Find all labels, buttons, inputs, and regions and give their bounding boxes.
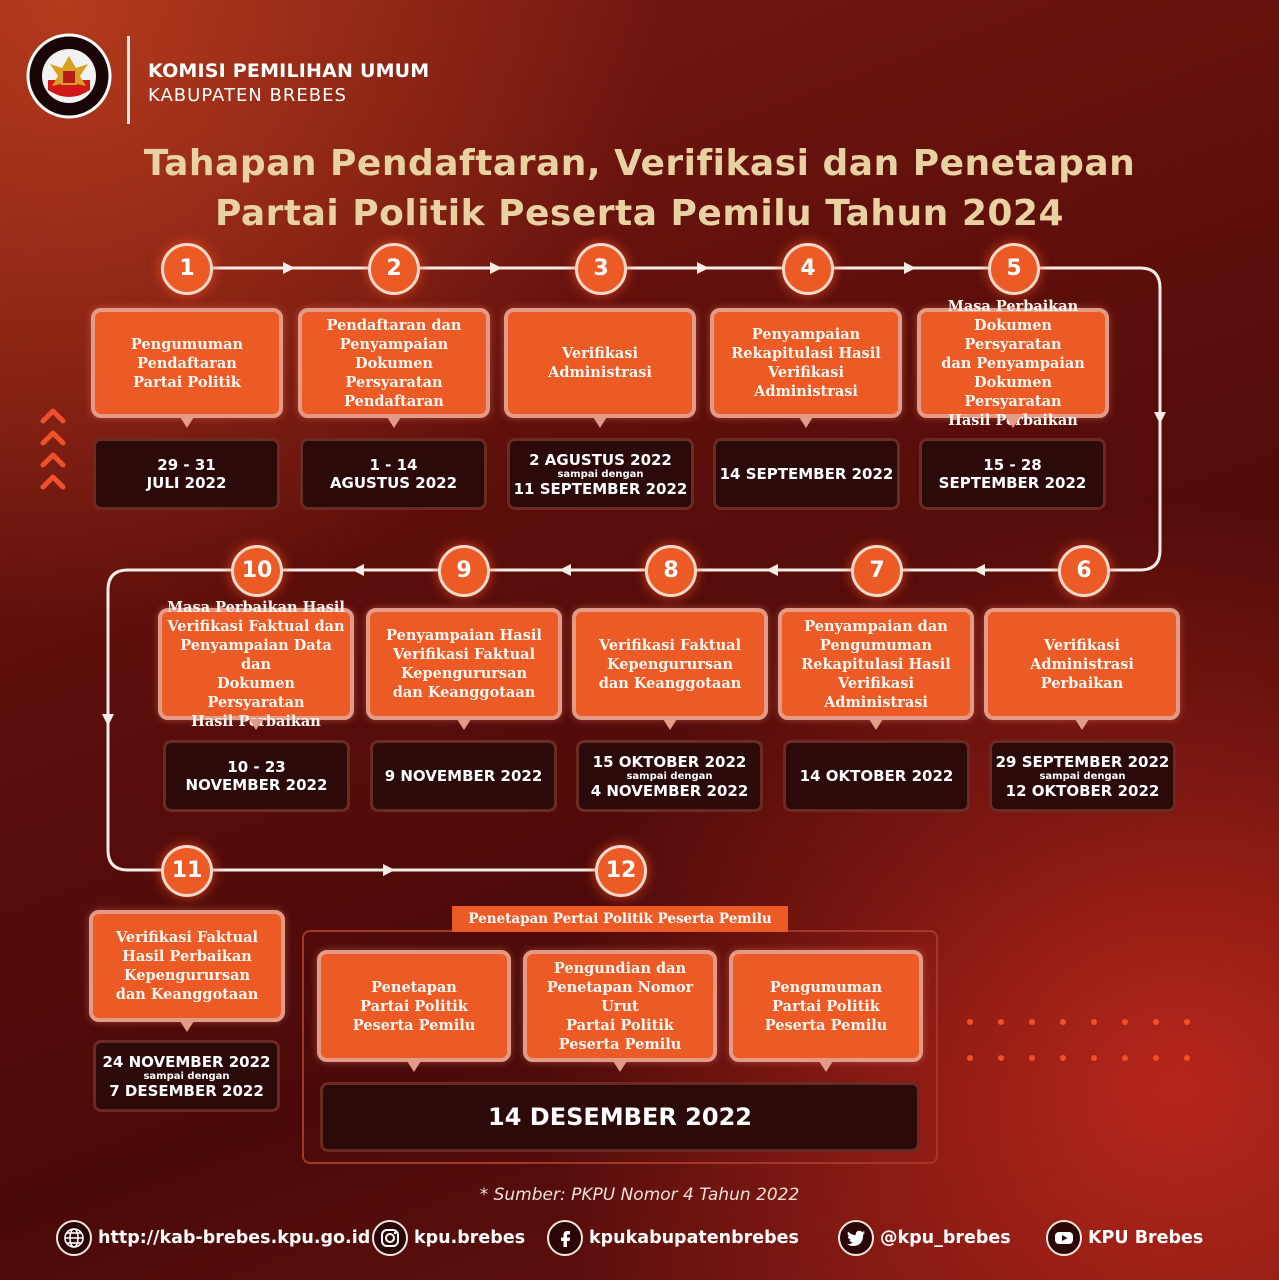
- step-date-3: 2 AGUSTUS 2022 sampai dengan 11 SEPTEMBER 2022: [507, 438, 694, 510]
- step-label-1: Pengumuman Pendaftaran Partai Politik: [91, 308, 283, 418]
- step-date-9: 9 NOVEMBER 2022: [370, 740, 557, 812]
- footer-youtube-link[interactable]: KPU Brebes: [1046, 1218, 1203, 1258]
- step-number-1: 1: [161, 243, 213, 295]
- footer-facebook-link[interactable]: kpukabupatenbrebes: [547, 1218, 799, 1258]
- step-number-8: 8: [645, 545, 697, 597]
- step-label-2: Pendaftaran dan Penyampaian Dokumen Persyaratan Pendaftaran: [298, 308, 490, 418]
- source-note: * Sumber: PKPU Nomor 4 Tahun 2022: [479, 1185, 800, 1205]
- step-label-11: Verifikasi Faktual Hasil Perbaikan Kepengurursan dan Keanggotaan: [89, 910, 285, 1022]
- step-label-5: Masa Perbaikan Dokumen Persyaratan dan Penyampaian Dokumen Persyaratan Hasil Perbaikan: [917, 308, 1109, 418]
- step-number-7: 7: [851, 545, 903, 597]
- globe-icon: [56, 1220, 92, 1256]
- page-title-line1: Tahapan Pendaftaran, Verifikasi dan Penetapan: [143, 143, 1136, 184]
- final-item-2: Pengundian dan Penetapan Nomor Urut Partai Politik Peserta Pemilu: [523, 950, 717, 1062]
- step-number-3: 3: [575, 243, 627, 295]
- step-number-5: 5: [988, 243, 1040, 295]
- facebook-icon: [547, 1220, 583, 1256]
- twitter-icon: [838, 1220, 874, 1256]
- final-date: 14 DESEMBER 2022: [320, 1082, 920, 1152]
- page-title-line2: Partai Politik Peserta Pemilu Tahun 2024: [214, 193, 1065, 234]
- chevron-up-icon: [38, 405, 68, 495]
- step-label-4: Penyampaian Rekapitulasi Hasil Verifikasi Administrasi: [710, 308, 902, 418]
- step-number-12: 12: [595, 845, 647, 897]
- step-date-11: 24 NOVEMBER 2022 sampai dengan 7 DESEMBER 2022: [93, 1040, 280, 1112]
- step-number-10: 10: [231, 545, 283, 597]
- final-item-3: Pengumuman Partai Politik Peserta Pemilu: [729, 950, 923, 1062]
- step-label-9: Penyampaian Hasil Verifikasi Faktual Kepengurursan dan Keanggotaan: [366, 608, 562, 720]
- step-date-5: 15 - 28 SEPTEMBER 2022: [919, 438, 1106, 510]
- step-date-6: 29 SEPTEMBER 2022 sampai dengan 12 OKTOBER 2022: [989, 740, 1176, 812]
- step-number-6: 6: [1058, 545, 1110, 597]
- step-number-11: 11: [161, 845, 213, 897]
- step-label-8: Verifikasi Faktual Kepengurursan dan Keanggotaan: [572, 608, 768, 720]
- step-number-2: 2: [368, 243, 420, 295]
- step-number-9: 9: [438, 545, 490, 597]
- org-subname: KABUPATEN BREBES: [148, 85, 347, 106]
- org-name: KOMISI PEMILIHAN UMUM: [148, 60, 430, 82]
- footer-website-link[interactable]: http://kab-brebes.kpu.go.id: [56, 1218, 370, 1258]
- step-date-4: 14 SEPTEMBER 2022: [713, 438, 900, 510]
- step-date-2: 1 - 14 AGUSTUS 2022: [300, 438, 487, 510]
- step-label-6: Verifikasi Administrasi Perbaikan: [984, 608, 1180, 720]
- step-number-4: 4: [782, 243, 834, 295]
- footer-twitter-link[interactable]: @kpu_brebes: [838, 1218, 1011, 1258]
- instagram-icon: [372, 1220, 408, 1256]
- step-label-3: Verifikasi Administrasi: [504, 308, 696, 418]
- step-date-7: 14 OKTOBER 2022: [783, 740, 970, 812]
- step-label-10: Masa Perbaikan Hasil Verifikasi Faktual dan Penyampaian Data dan Dokumen Persyaratan Hasil Perbaikan: [158, 608, 354, 720]
- youtube-icon: [1046, 1220, 1082, 1256]
- step-date-1: 29 - 31 JULI 2022: [93, 438, 280, 510]
- step-date-8: 15 OKTOBER 2022 sampai dengan 4 NOVEMBER 2022: [576, 740, 763, 812]
- footer-instagram-link[interactable]: kpu.brebes: [372, 1218, 525, 1258]
- step-label-7: Penyampaian dan Pengumuman Rekapitulasi Hasil Verifikasi Administrasi: [778, 608, 974, 720]
- final-item-1: Penetapan Partai Politik Peserta Pemilu: [317, 950, 511, 1062]
- final-stage-label: Penetapan Pertai Politik Peserta Pemilu: [452, 906, 788, 932]
- step-date-10: 10 - 23 NOVEMBER 2022: [163, 740, 350, 812]
